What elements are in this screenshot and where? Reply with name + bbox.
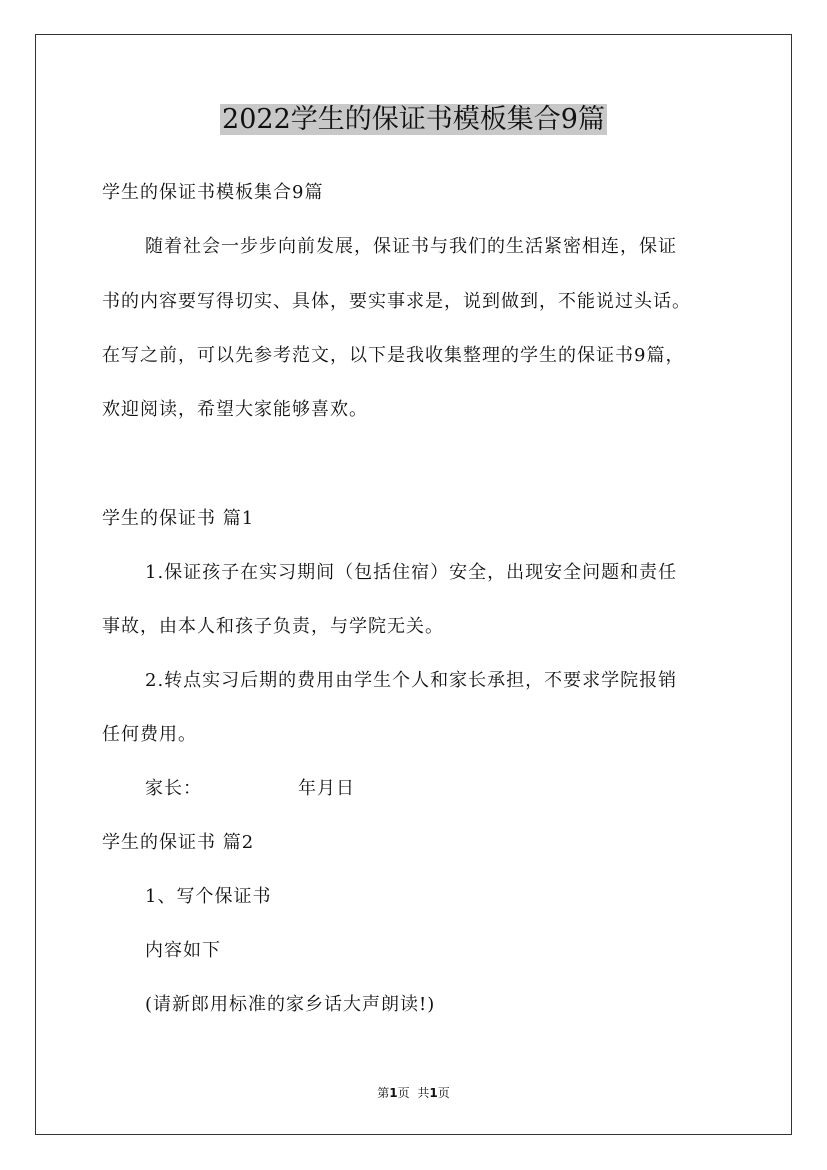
section-2-line-2: 内容如下 [145, 940, 221, 961]
section-1-item-2-line-1: 2.转点实习后期的费用由学生个人和家长承担，不要求学院报销 [145, 670, 678, 691]
date-label: 年月日 [298, 778, 355, 799]
signature-label: 家长： [145, 778, 202, 799]
intro-line-3: 在写之前，可以先参考范文，以下是我收集整理的学生的保证书9篇， [102, 345, 685, 366]
footer-page-prefix: 第 [377, 1086, 390, 1100]
signature-line [145, 777, 355, 801]
subtitle: 学生的保证书模板集合9篇 [102, 182, 324, 203]
footer-total-suffix: 页 [437, 1086, 450, 1100]
footer-total-pages: 1 [429, 1086, 438, 1100]
section-1-item-1-line-2: 事故，由本人和孩子负责，与学院无关。 [102, 616, 444, 637]
section-2-line-3: (请新郎用标准的家乡话大声朗读!) [145, 994, 436, 1015]
intro-line-4: 欢迎阅读，希望大家能够喜欢。 [102, 399, 368, 420]
document-title-text: 2022学生的保证书模板集合9篇 [222, 104, 605, 135]
footer-total-prefix: 共 [417, 1086, 430, 1100]
section-1-item-2-line-2: 任何费用。 [102, 724, 197, 745]
footer-page-number: 1 [389, 1086, 398, 1100]
document-title [0, 100, 827, 140]
intro-line-1: 随着社会一步步向前发展，保证书与我们的生活紧密相连，保证 [145, 236, 677, 257]
section-1-heading: 学生的保证书 篇1 [102, 508, 255, 529]
footer-page-suffix: 页 [397, 1086, 410, 1100]
intro-line-2: 书的内容要写得切实、具体，要实事求是，说到做到，不能说过头话。 [102, 291, 691, 312]
section-2-line-1: 1、写个保证书 [145, 886, 272, 907]
section-1-item-1-line-1: 1.保证孩子在实习期间（包括住宿）安全，出现安全问题和责任 [145, 562, 678, 583]
page-footer [0, 1084, 827, 1101]
section-2-heading: 学生的保证书 篇2 [102, 832, 255, 853]
